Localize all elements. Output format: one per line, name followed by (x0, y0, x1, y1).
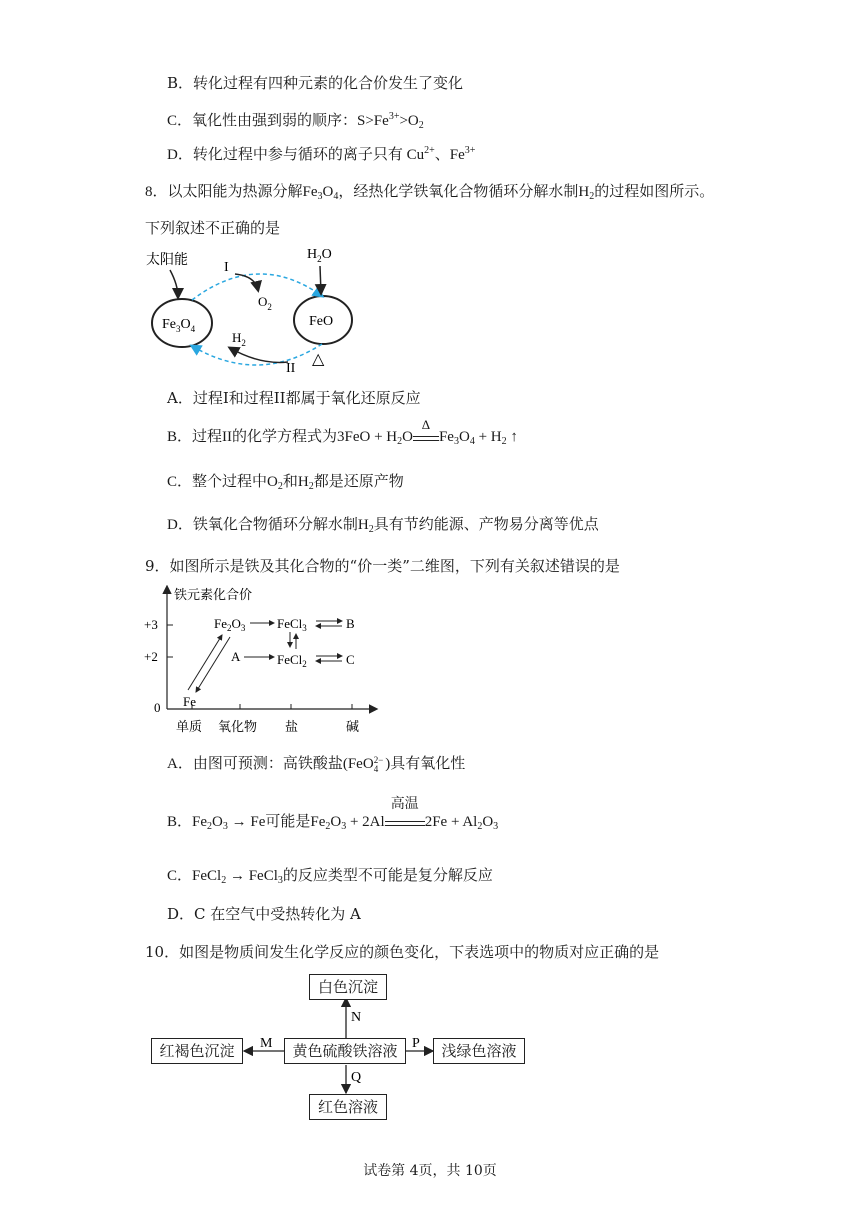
fe3o4-label: $Fe_3O_4$ (162, 317, 196, 334)
q8-stem-sub2: 4 (333, 191, 339, 202)
q9-option-c (167, 866, 493, 891)
page-footer: 试卷第 4页，共 10页 (363, 1163, 497, 1179)
q9-option-b-eq1-s2: 3 (341, 821, 347, 832)
q7-option-c-text: C．氧化性由强到弱的顺序：S>Fe (167, 113, 389, 129)
q8-option-a (167, 388, 421, 408)
q9-option-b-fe: Fe (192, 814, 208, 830)
q9-option-c-post: 的反应类型不可能是复分解反应 (282, 868, 493, 884)
box-right-light-green-solution: 浅绿色溶液 (433, 1038, 525, 1064)
q8-option-b-eq2: Fe (438, 429, 454, 445)
q8-stem-o: O (322, 184, 334, 200)
q9-option-d (167, 904, 361, 924)
q9-option-d-text: D．C 在空气中受热转化为 A (167, 905, 361, 923)
species-c: C (346, 652, 355, 667)
q9-option-a-sub: 4 (373, 763, 379, 774)
q9-stem (145, 556, 620, 576)
q9-option-b-eq1: Fe (310, 814, 326, 830)
q9-option-c-label: C． (167, 868, 193, 884)
q7-option-b-text: B．转化过程有四种元素的化合价发生了变化 (167, 74, 464, 92)
h2o-label: $H_2O$ (307, 247, 332, 264)
q8-stem-post: 的过程如图所示。 (594, 184, 715, 200)
q9-option-b-s2: 3 (222, 821, 228, 832)
q7-option-d-text: D．转化过程中参与循环的离子只有 Cu (167, 147, 425, 163)
y-axis-label: 铁元素化合价 (174, 587, 253, 602)
q8-option-c-post: 都是还原产物 (313, 474, 404, 490)
q9-valence-chart (140, 585, 385, 740)
q9-option-b-eq2: 2Fe + Al (424, 814, 478, 830)
q9-option-a-feo: FeO (347, 756, 374, 772)
step-i-label: I (224, 260, 229, 275)
q9-option-b (167, 796, 499, 837)
q8-option-b-gas-arrow: ↑ (506, 429, 518, 445)
q10-stem (145, 942, 659, 962)
box-center-ferric-sulfate: 黄色硫酸铁溶液 (284, 1038, 406, 1064)
q8-option-d-h: H (357, 517, 369, 533)
q8-option-b-eq2-plus: + H (474, 429, 502, 445)
ytick-label-plus3: +3 (144, 617, 158, 632)
delta-label: Δ (421, 417, 431, 432)
q9-option-a (167, 754, 465, 774)
h2-label: $H_2$ (232, 330, 246, 348)
q9-option-a-charge (374, 756, 384, 774)
q8-stem-mid: ，经热化学铁氧化合物循环分解水制 (338, 184, 579, 200)
q8-option-c-and: 和 (282, 474, 298, 490)
q8-cycle-diagram (140, 240, 380, 375)
q8-option-c-sub1: 2 (277, 481, 283, 492)
sun-arrow (170, 270, 178, 297)
label-n: N (351, 1010, 362, 1025)
q9-stem-text: 9．如图所示是铁及其化合物的“价一类”二维图，下列有关叙述错误的是 (145, 557, 620, 575)
q9-option-b-label: B． (167, 814, 193, 830)
q8-stem-sub3: 2 (589, 191, 595, 202)
q8-option-d-sub: 2 (368, 524, 374, 535)
step-ii-label: II (286, 361, 296, 375)
xtick-label-oxide: 氧化物 (218, 719, 258, 734)
q9-option-c-fecl2: FeCl (192, 868, 222, 884)
q8-option-b-eq1: 3FeO + H (337, 429, 398, 445)
q8-option-c-sub2: 2 (308, 481, 314, 492)
q10-stem-text: 10．如图是物质间发生化学反应的颜色变化，下表选项中的物质对应正确的是 (145, 943, 660, 961)
q7-option-d-sup2: 3+ (464, 145, 476, 156)
q8-option-c (167, 472, 404, 497)
xtick-label-base: 碱 (346, 719, 360, 734)
q7-option-c-sup: 3+ (388, 111, 400, 122)
q9-option-c-arrow: → FeCl (226, 868, 278, 884)
q7-option-c-post: >O (399, 113, 419, 129)
heat-symbol: △ (312, 351, 325, 368)
species-fe: Fe (183, 694, 196, 709)
q8-stem-sub1: 3 (317, 191, 323, 202)
q9-option-b-eq1-o: O (330, 814, 342, 830)
q9-option-b-arrow: → Fe (227, 814, 266, 830)
q8-option-b-condition (413, 417, 439, 441)
q8-option-a-text: A．过程I和过程II都属于氧化还原反应 (167, 389, 421, 407)
q7-option-b (167, 73, 463, 93)
q9-option-b-eq1-plus: + 2Al (346, 814, 385, 830)
q9-option-b-o: O (212, 814, 223, 830)
q9-option-c-s2: 3 (277, 875, 283, 886)
q8-option-b-eq1-sub: 2 (397, 436, 403, 447)
box-left-red-brown-precipitate: 红褐色沉淀 (151, 1038, 243, 1064)
q9-option-a-post: )具有氧化性 (385, 756, 466, 772)
xtick-label-element: 单质 (176, 719, 203, 734)
species-fecl2: FeCl$_2$ (277, 652, 307, 669)
h2o-arrow (320, 266, 321, 293)
species-fecl3: FeCl$_3$ (277, 616, 307, 633)
q8-option-c-text: C．整个过程中 (167, 474, 268, 490)
q8-option-b (167, 417, 518, 452)
q9-option-b-eq1-s1: 2 (325, 821, 331, 832)
q8-option-d (167, 515, 599, 540)
q8-option-c-h: H (297, 474, 309, 490)
q8-option-b-eq2-sub3: 2 (501, 436, 507, 447)
xtick-label-salt: 盐 (285, 719, 299, 734)
q7-option-d-mid: 、Fe (434, 147, 465, 163)
q8-stem-fe: Fe (302, 184, 318, 200)
q8-stem (145, 182, 714, 207)
q9-option-c-s1: 2 (221, 875, 227, 886)
q9-option-a-sup: 2− (373, 754, 384, 765)
q7-option-c (167, 107, 424, 136)
q9-option-b-mid: 可能是 (265, 814, 311, 830)
box-top-white-precipitate: 白色沉淀 (309, 974, 387, 1000)
q8-option-b-text: B．过程II的化学方程式为 (167, 429, 337, 445)
arrow-fe2o3-fe (196, 637, 230, 692)
q8-option-d-post: 具有节约能源、产物易分离等优点 (373, 517, 599, 533)
q8-option-c-o: O (267, 474, 278, 490)
q8-option-d-text: D．铁氧化合物循环分解水制 (167, 517, 358, 533)
q8-stem2-text: 下列叙述不正确的是 (145, 219, 281, 237)
species-fe2o3: $Fe_2O_3$ (214, 616, 246, 633)
q9-option-b-eq2-s1: 2 (477, 821, 483, 832)
q8-option-b-eq1-o: O (402, 429, 413, 445)
q7-option-d (167, 141, 475, 165)
q8-option-b-eq2-sub2: 4 (469, 436, 475, 447)
q9-option-b-condition (385, 796, 425, 826)
ytick-label-plus2: +2 (144, 649, 158, 664)
process-ii-arc (192, 344, 322, 365)
sun-label: 太阳能 (146, 253, 188, 268)
o2-label: $O_2$ (258, 294, 272, 312)
species-a: A (231, 649, 241, 664)
label-m: M (260, 1036, 273, 1051)
q7-option-d-sup1: 2+ (424, 145, 435, 156)
q9-option-a-text: A．由图可预测：高铁酸盐( (167, 756, 348, 772)
label-q: Q (351, 1070, 362, 1085)
h2-arrow (230, 348, 288, 362)
species-b: B (346, 616, 355, 631)
q8-stem-h: H (578, 184, 590, 200)
ytick-label-zero: 0 (154, 700, 161, 715)
q8-stem2 (145, 218, 280, 238)
high-temp-label: 高温 (390, 796, 419, 812)
q9-option-b-s1: 2 (207, 821, 213, 832)
q8-option-b-eq2-sub1: 3 (453, 436, 459, 447)
q8-stem-pre: 8．以太阳能为热源分解 (145, 184, 303, 200)
label-p: P (412, 1036, 420, 1051)
q9-option-b-eq2-o: O (482, 814, 494, 830)
box-bottom-red-solution: 红色溶液 (309, 1094, 387, 1120)
feo-label: FeO (309, 314, 334, 329)
q9-option-b-eq2-s2: 3 (493, 821, 499, 832)
q7-option-c-sub: 2 (418, 120, 424, 131)
arrow-fe-fe2o3 (188, 635, 222, 690)
q8-option-b-eq2-o: O (458, 429, 470, 445)
